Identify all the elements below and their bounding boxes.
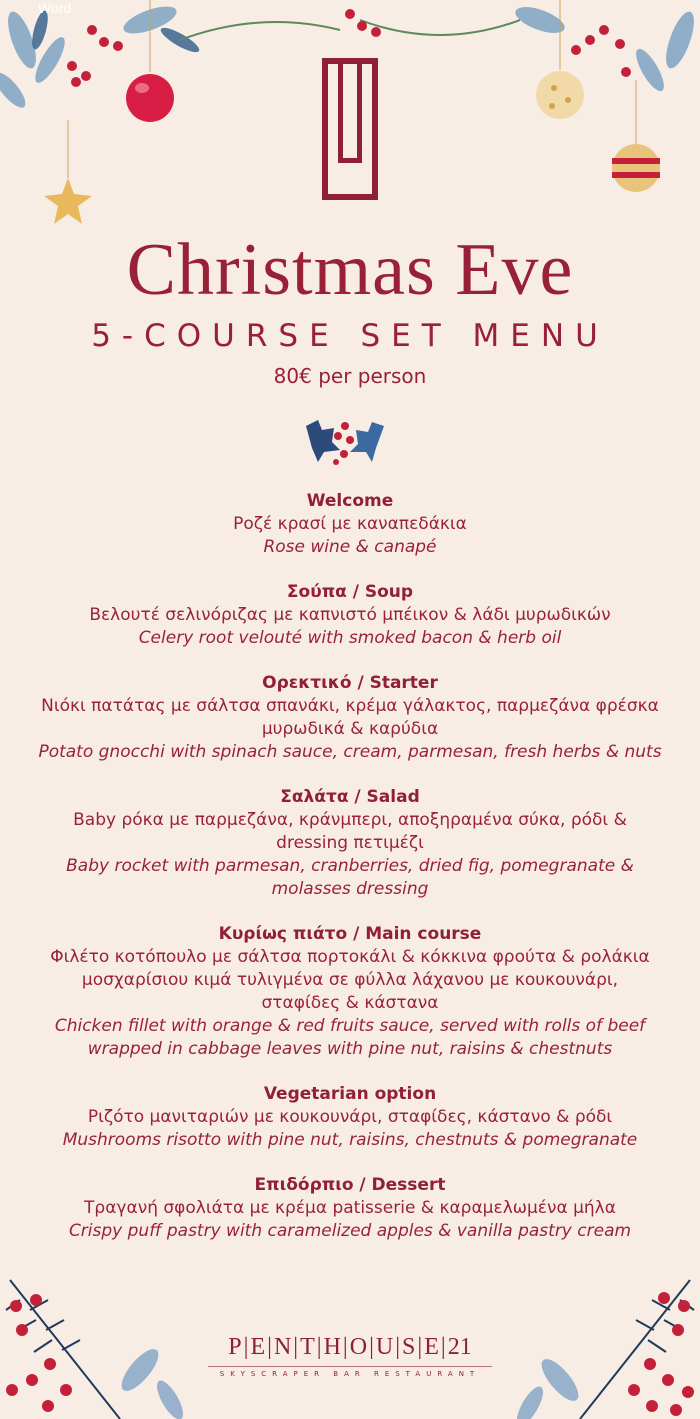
brand-letter: 21 — [447, 1334, 472, 1360]
course-heading: Κυρίως πιάτο / Main course — [218, 924, 482, 944]
course-item — [20, 786, 680, 901]
course-heading: Ορεκτικό / Starter — [262, 673, 438, 693]
brand-letter: H — [323, 1334, 341, 1360]
course-greek: Φιλέτο κοτόπουλο με σάλτσα πορτοκάλι & κόκκινα φρούτα & ρολάκια μοσχαρίσιου κιμά τυλιγμένα σε φύλλα λάχανου με κουκουνάρι, σταφίδες & κάστανα — [50, 947, 650, 1013]
course-heading: Σούπα / Soup — [286, 582, 414, 602]
course-item — [20, 581, 680, 650]
course-heading: Σαλάτα / Salad — [280, 787, 420, 807]
brand-name: P|E|N|T|H|O|U|S|E|21 — [228, 1334, 472, 1360]
brand-letter: N — [273, 1334, 292, 1360]
course-heading: Welcome — [306, 491, 394, 511]
course-greek: Νιόκι πατάτας με σάλτσα σπανάκι, κρέμα γάλακτος, παρμεζάνα φρέσκα μυρωδικά & καρύδια — [41, 696, 659, 739]
corner-label: Word — [38, 0, 72, 16]
brand-letter: O — [349, 1334, 368, 1360]
page-title: Christmas Eve — [126, 229, 574, 311]
restaurant-logo-icon — [322, 58, 378, 200]
brand-letter: T — [300, 1334, 315, 1360]
brand-letter: P — [228, 1334, 242, 1360]
course-item — [20, 1083, 680, 1152]
menu-subtitle: 5-COURSE SET MENU — [91, 318, 609, 354]
course-english: Baby rocket with parmesan, cranberries, dried fig, pomegranate & molasses dressing — [66, 856, 634, 899]
course-greek: Τραγανή σφολιάτα με κρέμα patisserie & καραμελωμένα μήλα — [84, 1198, 616, 1218]
course-english: Chicken fillet with orange & red fruits sauce, served with rolls of beef wrapped in cabbage leaves with pine nut, raisins & chestnuts — [54, 1016, 646, 1059]
course-english: Potato gnocchi with spinach sauce, cream, parmesan, fresh herbs & nuts — [38, 742, 662, 762]
course-greek: Ριζότο μανιταριών με κουκουνάρι, σταφίδες, κάστανο & ρόδι — [87, 1107, 613, 1127]
brand-letter: E — [424, 1334, 439, 1360]
brand-letter: E — [250, 1334, 266, 1360]
menu-list — [0, 490, 700, 1243]
course-heading: Vegetarian option — [263, 1084, 437, 1104]
price: 80€ per person — [273, 364, 427, 388]
holly-icon — [300, 412, 390, 472]
course-english: Crispy puff pastry with caramelized apples & vanilla pastry cream — [68, 1221, 632, 1241]
course-greek: Ροζέ κρασί με καναπεδάκια — [233, 514, 467, 534]
course-greek: Βελουτέ σελινόριζας με καπνιστό μπέικον & λάδι μυρωδικών — [89, 605, 611, 625]
course-english: Celery root velouté with smoked bacon & herb oil — [138, 628, 562, 648]
course-heading: Επιδόρπιο / Dessert — [254, 1175, 446, 1195]
course-item — [20, 672, 680, 764]
course-item — [20, 1174, 680, 1243]
course-greek: Baby ρόκα με παρμεζάνα, κράνμπερι, αποξηραμένα σύκα, ρόδι & dressing πετιμέζι — [73, 810, 627, 853]
course-item — [20, 923, 680, 1061]
course-english: Rose wine & canapé — [263, 537, 437, 557]
course-english: Mushrooms risotto with pine nut, raisins, chestnuts & pomegranate — [62, 1130, 638, 1150]
brand-letter: S — [402, 1334, 416, 1360]
brand-divider — [208, 1366, 492, 1367]
brand-letter: U — [375, 1334, 394, 1360]
course-item — [20, 490, 680, 559]
top-garland-icon — [180, 0, 520, 60]
brand-tagline: SKYSCRAPER BAR RESTAURANT — [219, 1370, 481, 1378]
